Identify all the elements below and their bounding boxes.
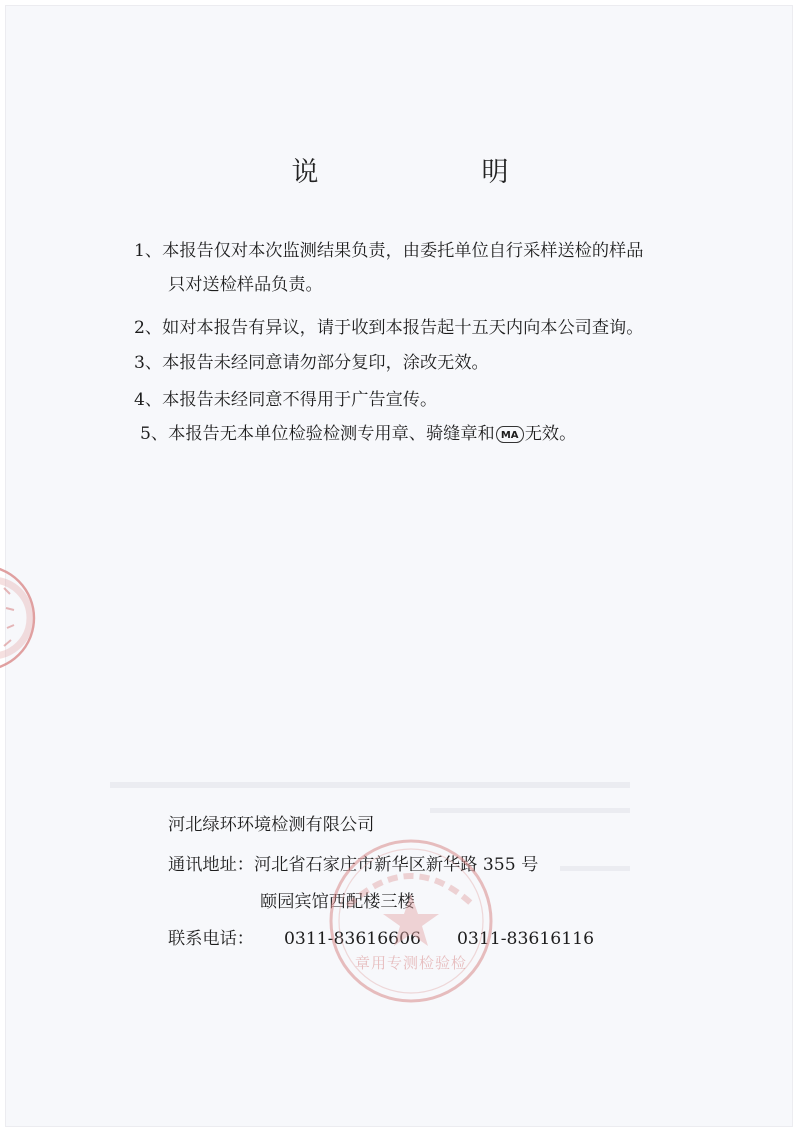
note-4 [134, 387, 437, 413]
note-text: 如对本报告有异议，请于收到本报告起十五天内向本公司查询。 [162, 318, 644, 338]
note-number: 4、 [134, 390, 163, 410]
address-line-1: 河北省石家庄市新华区新华路 355 号 [253, 855, 539, 875]
note-number: 2、 [134, 318, 163, 338]
note-3 [134, 350, 489, 376]
note-text: 本报告未经同意不得用于广告宣传。 [162, 390, 438, 410]
scan-artifact [110, 782, 630, 788]
note-1-continuation [168, 272, 323, 298]
note-text: 只对送检样品负责。 [168, 275, 323, 295]
note-text: 本报告仅对本次监测结果负责，由委托单位自行采样送检的样品 [162, 241, 644, 261]
note-number: 1、 [134, 241, 163, 261]
phone-number-2: 0311-83616116 [456, 929, 595, 949]
phone-label: 联系电话： [168, 929, 254, 949]
note-text: 无效。 [524, 424, 577, 444]
note-number: 3、 [134, 353, 163, 373]
scan-artifact [430, 808, 630, 813]
address-label: 通讯地址： [168, 855, 254, 875]
note-text: 本报告无本单位检验检测专用章、骑缝章和 [168, 424, 495, 444]
note-number: 5、 [140, 424, 169, 444]
page-title: 说 明 [291, 157, 577, 188]
phone-number-1: 0311-83616606 [283, 929, 421, 949]
note-5 [140, 421, 576, 447]
address-line-2: 颐园宾馆西配楼三楼 [260, 892, 415, 912]
note-2 [134, 315, 643, 341]
scan-artifact [560, 866, 630, 871]
cma-mark-icon: MA [496, 426, 524, 443]
partial-seal-stamp-icon [0, 558, 46, 678]
company-seal-stamp-icon [326, 836, 496, 1006]
note-1 [134, 238, 643, 264]
seal-text: 章用专测检验检 [354, 954, 468, 972]
note-text: 本报告未经同意请勿部分复印，涂改无效。 [162, 353, 489, 373]
company-name: 河北绿环环境检测有限公司 [168, 815, 375, 835]
